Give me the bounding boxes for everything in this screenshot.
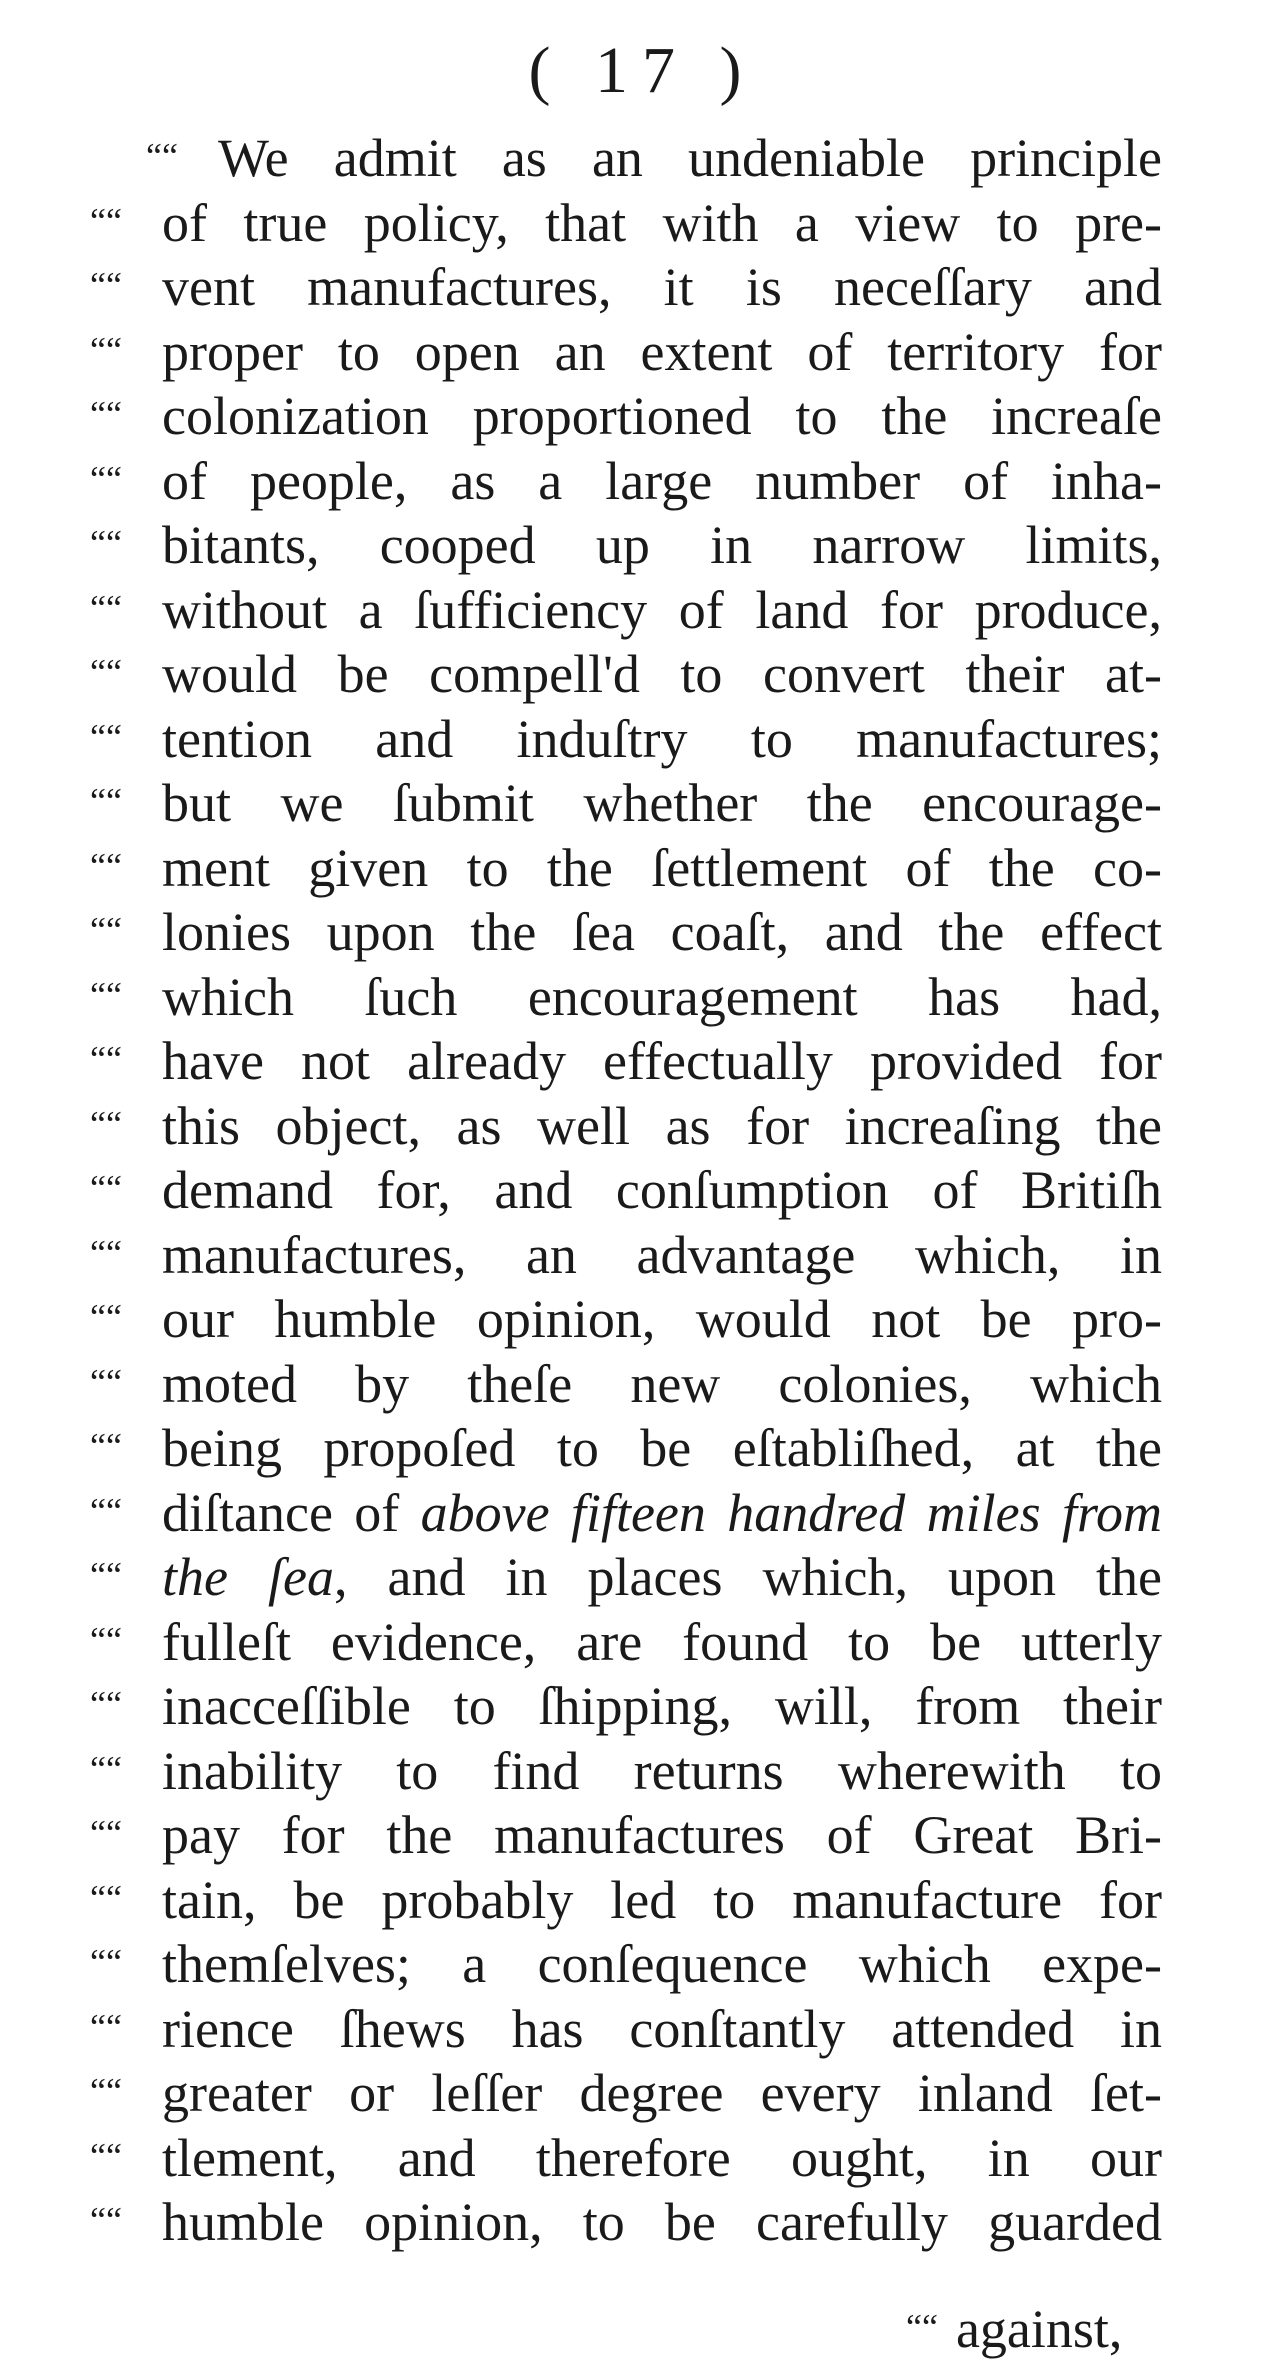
- line-text-roman: manufactures, an advantage which, in: [162, 1224, 1162, 1285]
- line-text-roman: pay for the manufactures of Great Bri-: [162, 1805, 1162, 1865]
- line-text-roman: our humble opinion, would not be pro-: [162, 1289, 1162, 1349]
- text-line: [90, 1158, 1170, 1223]
- text-line: [90, 191, 1170, 256]
- line-text: [162, 771, 1162, 836]
- quote-mark: ““: [90, 1361, 122, 1402]
- line-text: [162, 642, 1162, 707]
- text-line: [90, 384, 1170, 449]
- line-text: [162, 1803, 1162, 1868]
- text-line: [90, 578, 1170, 643]
- line-text-italic: above fifteen handred miles from: [420, 1482, 1162, 1543]
- quote-mark: ““: [90, 1555, 122, 1595]
- text-line: [90, 2061, 1170, 2126]
- line-text: [162, 1416, 1162, 1481]
- quote-mark: ““: [90, 1168, 122, 1208]
- quote-mark: ““: [90, 1942, 122, 1982]
- text-line: [90, 1481, 1170, 1546]
- text-line: [90, 1545, 1170, 1610]
- line-text: [162, 1932, 1162, 1997]
- line-text-roman: of true policy, that with a view to pre-: [162, 192, 1162, 253]
- line-text: [162, 1739, 1162, 1804]
- line-text: [162, 449, 1162, 514]
- text-line: [90, 126, 1170, 191]
- quote-mark: ““: [90, 1039, 122, 1079]
- line-text-roman: tlement, and therefore ought, in our: [162, 2127, 1162, 2188]
- quote-mark: ““: [90, 2200, 122, 2240]
- line-text: [162, 2190, 1162, 2255]
- line-text-roman: tention and induſtry to manufactures;: [162, 708, 1162, 769]
- line-text-roman: ment given to the ſettlement of the co-: [162, 837, 1162, 898]
- quote-mark: ““: [906, 2307, 938, 2347]
- line-text: [162, 836, 1162, 901]
- line-text: [162, 191, 1162, 256]
- line-text: [162, 1223, 1162, 1288]
- text-line: [90, 1803, 1170, 1868]
- quote-mark: ““: [90, 1748, 122, 1789]
- quote-mark: ““: [90, 458, 122, 499]
- line-text-roman: without a ſufficiency of land for produce,: [162, 579, 1162, 640]
- line-text-roman: this object, as well as for increaſing the: [162, 1095, 1162, 1156]
- line-text-roman: inability to find returns wherewith to: [162, 1740, 1162, 1801]
- line-text: [162, 965, 1162, 1030]
- quote-mark: ““: [90, 1490, 122, 1531]
- line-text-roman: inacceſſible to ſhipping, will, from their: [162, 1676, 1162, 1736]
- quote-mark: ““: [90, 716, 122, 757]
- quote-mark: ““: [90, 265, 122, 305]
- quote-mark: ““: [90, 781, 122, 821]
- quote-mark: ““: [90, 845, 122, 886]
- line-text-roman: demand for, and conſumption of Britiſh: [162, 1160, 1162, 1220]
- text-line: [90, 1674, 1170, 1739]
- quote-mark: ““: [90, 974, 122, 1015]
- line-text-roman: bitants, cooped up in narrow limits,: [162, 515, 1162, 575]
- line-text-roman: themſelves; a conſequence which expe-: [162, 1934, 1162, 1994]
- line-text: [162, 900, 1162, 965]
- text-line: [90, 320, 1170, 385]
- text-line: [90, 1932, 1170, 1997]
- quote-mark: ““: [90, 2071, 122, 2111]
- quote-mark: ““: [90, 523, 122, 563]
- quote-mark: ““: [90, 1619, 122, 1660]
- line-text-roman: tain, be probably led to manufacture for: [162, 1869, 1162, 1930]
- text-line: [90, 1029, 1170, 1094]
- line-text: [162, 707, 1162, 772]
- text-line: [90, 1287, 1170, 1352]
- quote-mark: ““: [90, 1297, 122, 1337]
- line-text: [218, 126, 1162, 191]
- text-line: [90, 707, 1170, 772]
- quote-mark: ““: [90, 1684, 122, 1724]
- line-text: [162, 320, 1162, 385]
- line-text: [162, 1094, 1162, 1159]
- line-text-roman: fulleſt evidence, are found to be utterly: [162, 1611, 1162, 1672]
- text-line: [90, 771, 1170, 836]
- line-text: [162, 384, 1162, 449]
- text-line: [90, 965, 1170, 1030]
- line-text: [162, 1868, 1162, 1933]
- line-text: [162, 1997, 1162, 2062]
- line-text-roman: of people, as a large number of inha-: [162, 450, 1162, 511]
- line-text: [162, 1029, 1162, 1094]
- text-line: [90, 2126, 1170, 2191]
- line-text-roman: being propoſed to be eſtabliſhed, at the: [162, 1418, 1162, 1478]
- quote-mark: ““: [146, 136, 178, 176]
- text-line: [90, 449, 1170, 514]
- quote-mark: ““: [90, 200, 122, 241]
- line-text: [162, 578, 1162, 643]
- line-text-roman: have not already effectually provided for: [162, 1031, 1162, 1091]
- text-line: [90, 1997, 1170, 2062]
- quote-mark: ““: [90, 587, 122, 628]
- line-text: [162, 1481, 1162, 1546]
- quoted-passage: [90, 126, 1170, 2255]
- text-line: [90, 1739, 1170, 1804]
- text-line: [90, 642, 1170, 707]
- line-text-roman: , and in places which, upon the: [333, 1547, 1162, 1607]
- quote-mark: ““: [90, 1232, 122, 1273]
- line-text-roman: vent manufactures, it is neceſſary and: [162, 257, 1162, 317]
- quote-mark: ““: [90, 329, 122, 370]
- text-line: [90, 255, 1170, 320]
- text-line: [90, 900, 1170, 965]
- quote-mark: ““: [90, 1426, 122, 1466]
- line-text: [162, 1287, 1162, 1352]
- text-line: [90, 513, 1170, 578]
- quote-mark: ““: [90, 652, 122, 692]
- line-text-roman: greater or leſſer degree every inland ſet-: [162, 2063, 1162, 2123]
- quote-mark: ““: [90, 910, 122, 950]
- page-number: ( 17 ): [528, 34, 756, 107]
- line-text: [162, 1545, 1162, 1610]
- line-text-roman: colonization proportioned to the increaſe: [162, 386, 1162, 446]
- text-line: [90, 2190, 1170, 2255]
- line-text-roman: which ſuch encouragement has had,: [162, 966, 1162, 1027]
- line-text-roman: diſtance of: [162, 1482, 421, 1543]
- line-text-roman: moted by theſe new colonies, which: [162, 1353, 1162, 1414]
- quote-mark: ““: [90, 394, 122, 434]
- line-text: [162, 1352, 1162, 1417]
- line-text: [162, 1158, 1162, 1223]
- line-text-roman: rience ſhews has conſtantly attended in: [162, 1998, 1162, 2059]
- line-text-roman: We admit as an undeniable principle: [218, 128, 1162, 188]
- text-line: [90, 1416, 1170, 1481]
- quote-mark: ““: [90, 1813, 122, 1853]
- quote-mark: ““: [90, 2135, 122, 2176]
- catchword: [906, 2297, 1122, 2362]
- line-text: [162, 2061, 1162, 2126]
- line-text-roman: lonies upon the ſea coaſt, and the effect: [162, 902, 1162, 962]
- line-text: [162, 1610, 1162, 1675]
- quote-mark: ““: [90, 1877, 122, 1918]
- line-text: [162, 513, 1162, 578]
- catchword-text: against,: [955, 2299, 1123, 2359]
- line-text: [162, 2126, 1162, 2191]
- text-line: [90, 1610, 1170, 1675]
- line-text-italic: the ſea: [162, 1547, 334, 1607]
- line-text-roman: proper to open an extent of territory for: [162, 321, 1162, 382]
- text-line: [90, 1094, 1170, 1159]
- quote-mark: ““: [90, 1103, 122, 1144]
- line-text-roman: humble opinion, to be carefully guarded: [162, 2192, 1162, 2252]
- text-line: [90, 1223, 1170, 1288]
- quote-mark: ““: [90, 2006, 122, 2047]
- text-line: [90, 1868, 1170, 1933]
- line-text: [162, 255, 1162, 320]
- text-line: [90, 836, 1170, 901]
- line-text: [162, 1674, 1162, 1739]
- text-line: [90, 1352, 1170, 1417]
- line-text-roman: but we ſubmit whether the encourage-: [162, 773, 1162, 833]
- line-text-roman: would be compell'd to convert their at-: [162, 644, 1162, 704]
